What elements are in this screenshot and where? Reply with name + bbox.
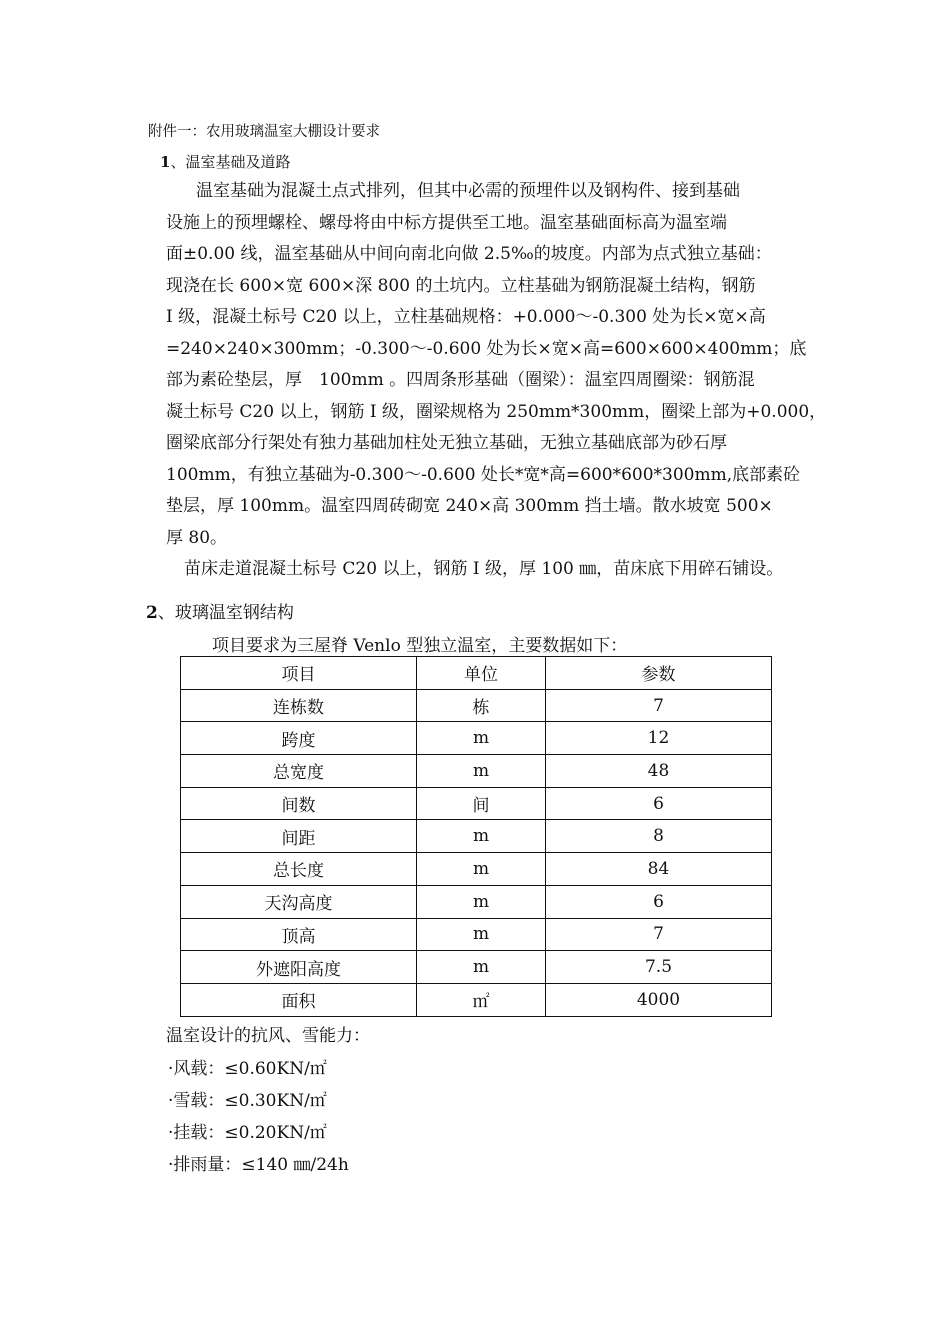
table-cell: 跨度 xyxy=(181,722,417,755)
table-cell: 顶高 xyxy=(181,918,417,951)
capacity-item: ·雪载：≤0.30KN/㎡ xyxy=(168,1091,327,1111)
table-cell: 面积 xyxy=(181,983,417,1016)
table-row xyxy=(181,722,772,755)
table-row xyxy=(181,983,772,1016)
table-cell: 外遮阳高度 xyxy=(181,951,417,984)
table-row xyxy=(181,820,772,853)
table-cell: 84 xyxy=(546,853,772,886)
section-1-line: 设施上的预埋螺栓、螺母将由中标方提供至工地。温室基础面标高为温室端 xyxy=(166,213,727,233)
section-2-heading xyxy=(146,598,294,623)
table-row xyxy=(181,755,772,788)
table-cell: 连栋数 xyxy=(181,689,417,722)
capacity-item: ·排雨量：≤140 ㎜/24h xyxy=(168,1155,349,1175)
section-1-line: I 级，混凝土标号 C20 以上，立柱基础规格：+0.000～-0.300 处为长×宽×高 xyxy=(166,307,766,327)
section-1-line: 温室基础为混凝土点式排列，但其中必需的预埋件以及钢构件、接到基础 xyxy=(196,181,740,201)
table-cell: 7.5 xyxy=(546,951,772,984)
section-1-heading xyxy=(160,151,290,172)
capacity-item: ·风载：≤0.60KN/㎡ xyxy=(168,1059,327,1079)
section-1-line: 现浇在长 600×宽 600×深 800 的土坑内。立柱基础为钢筋混凝土结构，钢筋 xyxy=(166,276,756,296)
capacity-item: ·挂载：≤0.20KN/㎡ xyxy=(168,1123,327,1143)
section-1-number: 1 xyxy=(160,153,171,171)
table-cell: 4000 xyxy=(546,983,772,1016)
section-1-line: 垫层，厚 100mm。温室四周砖砌宽 240×高 300mm 挡土墙。散水坡宽 500× xyxy=(166,496,773,516)
column-header-unit: 单位 xyxy=(417,657,546,690)
table-cell: 48 xyxy=(546,755,772,788)
table-cell: m xyxy=(417,853,546,886)
table-row xyxy=(181,787,772,820)
table-cell: 6 xyxy=(546,885,772,918)
table-cell: 6 xyxy=(546,787,772,820)
table-cell: m xyxy=(417,722,546,755)
column-header-value: 参数 xyxy=(546,657,772,690)
table-header-row xyxy=(181,657,772,690)
table-row xyxy=(181,689,772,722)
table-cell: ㎡ xyxy=(417,983,546,1016)
table-cell: 总宽度 xyxy=(181,755,417,788)
capacity-heading: 温室设计的抗风、雪能力： xyxy=(166,1026,370,1046)
section-1-line: 厚 80。 xyxy=(166,528,228,548)
section-1-line: 100mm，有独立基础为-0.300～-0.600 处长*宽*高=600*600*300mm,底部素砼 xyxy=(166,465,801,485)
table-row xyxy=(181,918,772,951)
column-header-item: 项目 xyxy=(181,657,417,690)
table-row xyxy=(181,885,772,918)
table-cell: 12 xyxy=(546,722,772,755)
table-row xyxy=(181,853,772,886)
table-cell: 天沟高度 xyxy=(181,885,417,918)
section-2-title: 、玻璃温室钢结构 xyxy=(157,603,294,623)
table-cell: m xyxy=(417,885,546,918)
document-title: 附件一：农用玻璃温室大棚设计要求 xyxy=(148,124,380,140)
section-1-line: =240×240×300mm；-0.300～-0.600 处为长×宽×高=600×600×400mm；底 xyxy=(166,339,807,359)
table-cell: m xyxy=(417,755,546,788)
section-2-number: 2 xyxy=(146,603,158,623)
section-1-line: 圈梁底部分行架处有独力基础加柱处无独立基础，无独立基础底部为砂石厚 xyxy=(166,433,727,453)
table-cell: 8 xyxy=(546,820,772,853)
table-cell: 7 xyxy=(546,918,772,951)
table-cell: 栋 xyxy=(417,689,546,722)
table-cell: 间数 xyxy=(181,787,417,820)
table-cell: m xyxy=(417,820,546,853)
table-cell: m xyxy=(417,951,546,984)
section-1-line: 部为素砼垫层，厚 100mm 。四周条形基础（圈梁）：温室四周圈梁：钢筋混 xyxy=(166,370,755,390)
table-cell: 7 xyxy=(546,689,772,722)
table-cell: m xyxy=(417,918,546,951)
table-cell: 间 xyxy=(417,787,546,820)
section-2-intro: 项目要求为三屋脊 Venlo 型独立温室，主要数据如下： xyxy=(212,636,628,656)
section-1-title: 、温室基础及道路 xyxy=(170,153,291,171)
table-row xyxy=(181,951,772,984)
section-1-line: 苗床走道混凝土标号 C20 以上，钢筋 I 级，厚 100 ㎜，苗床底下用碎石铺设。 xyxy=(184,559,784,579)
table-cell: 总长度 xyxy=(181,853,417,886)
section-1-line: 凝土标号 C20 以上，钢筋 I 级，圈梁规格为 250mm*300mm，圈梁上部为+0.000， xyxy=(166,402,827,422)
greenhouse-spec-table xyxy=(180,656,772,1017)
section-1-line: 面±0.00 线，温室基础从中间向南北向做 2.5‰的坡度。内部为点式独立基础： xyxy=(166,244,772,264)
table-cell: 间距 xyxy=(181,820,417,853)
